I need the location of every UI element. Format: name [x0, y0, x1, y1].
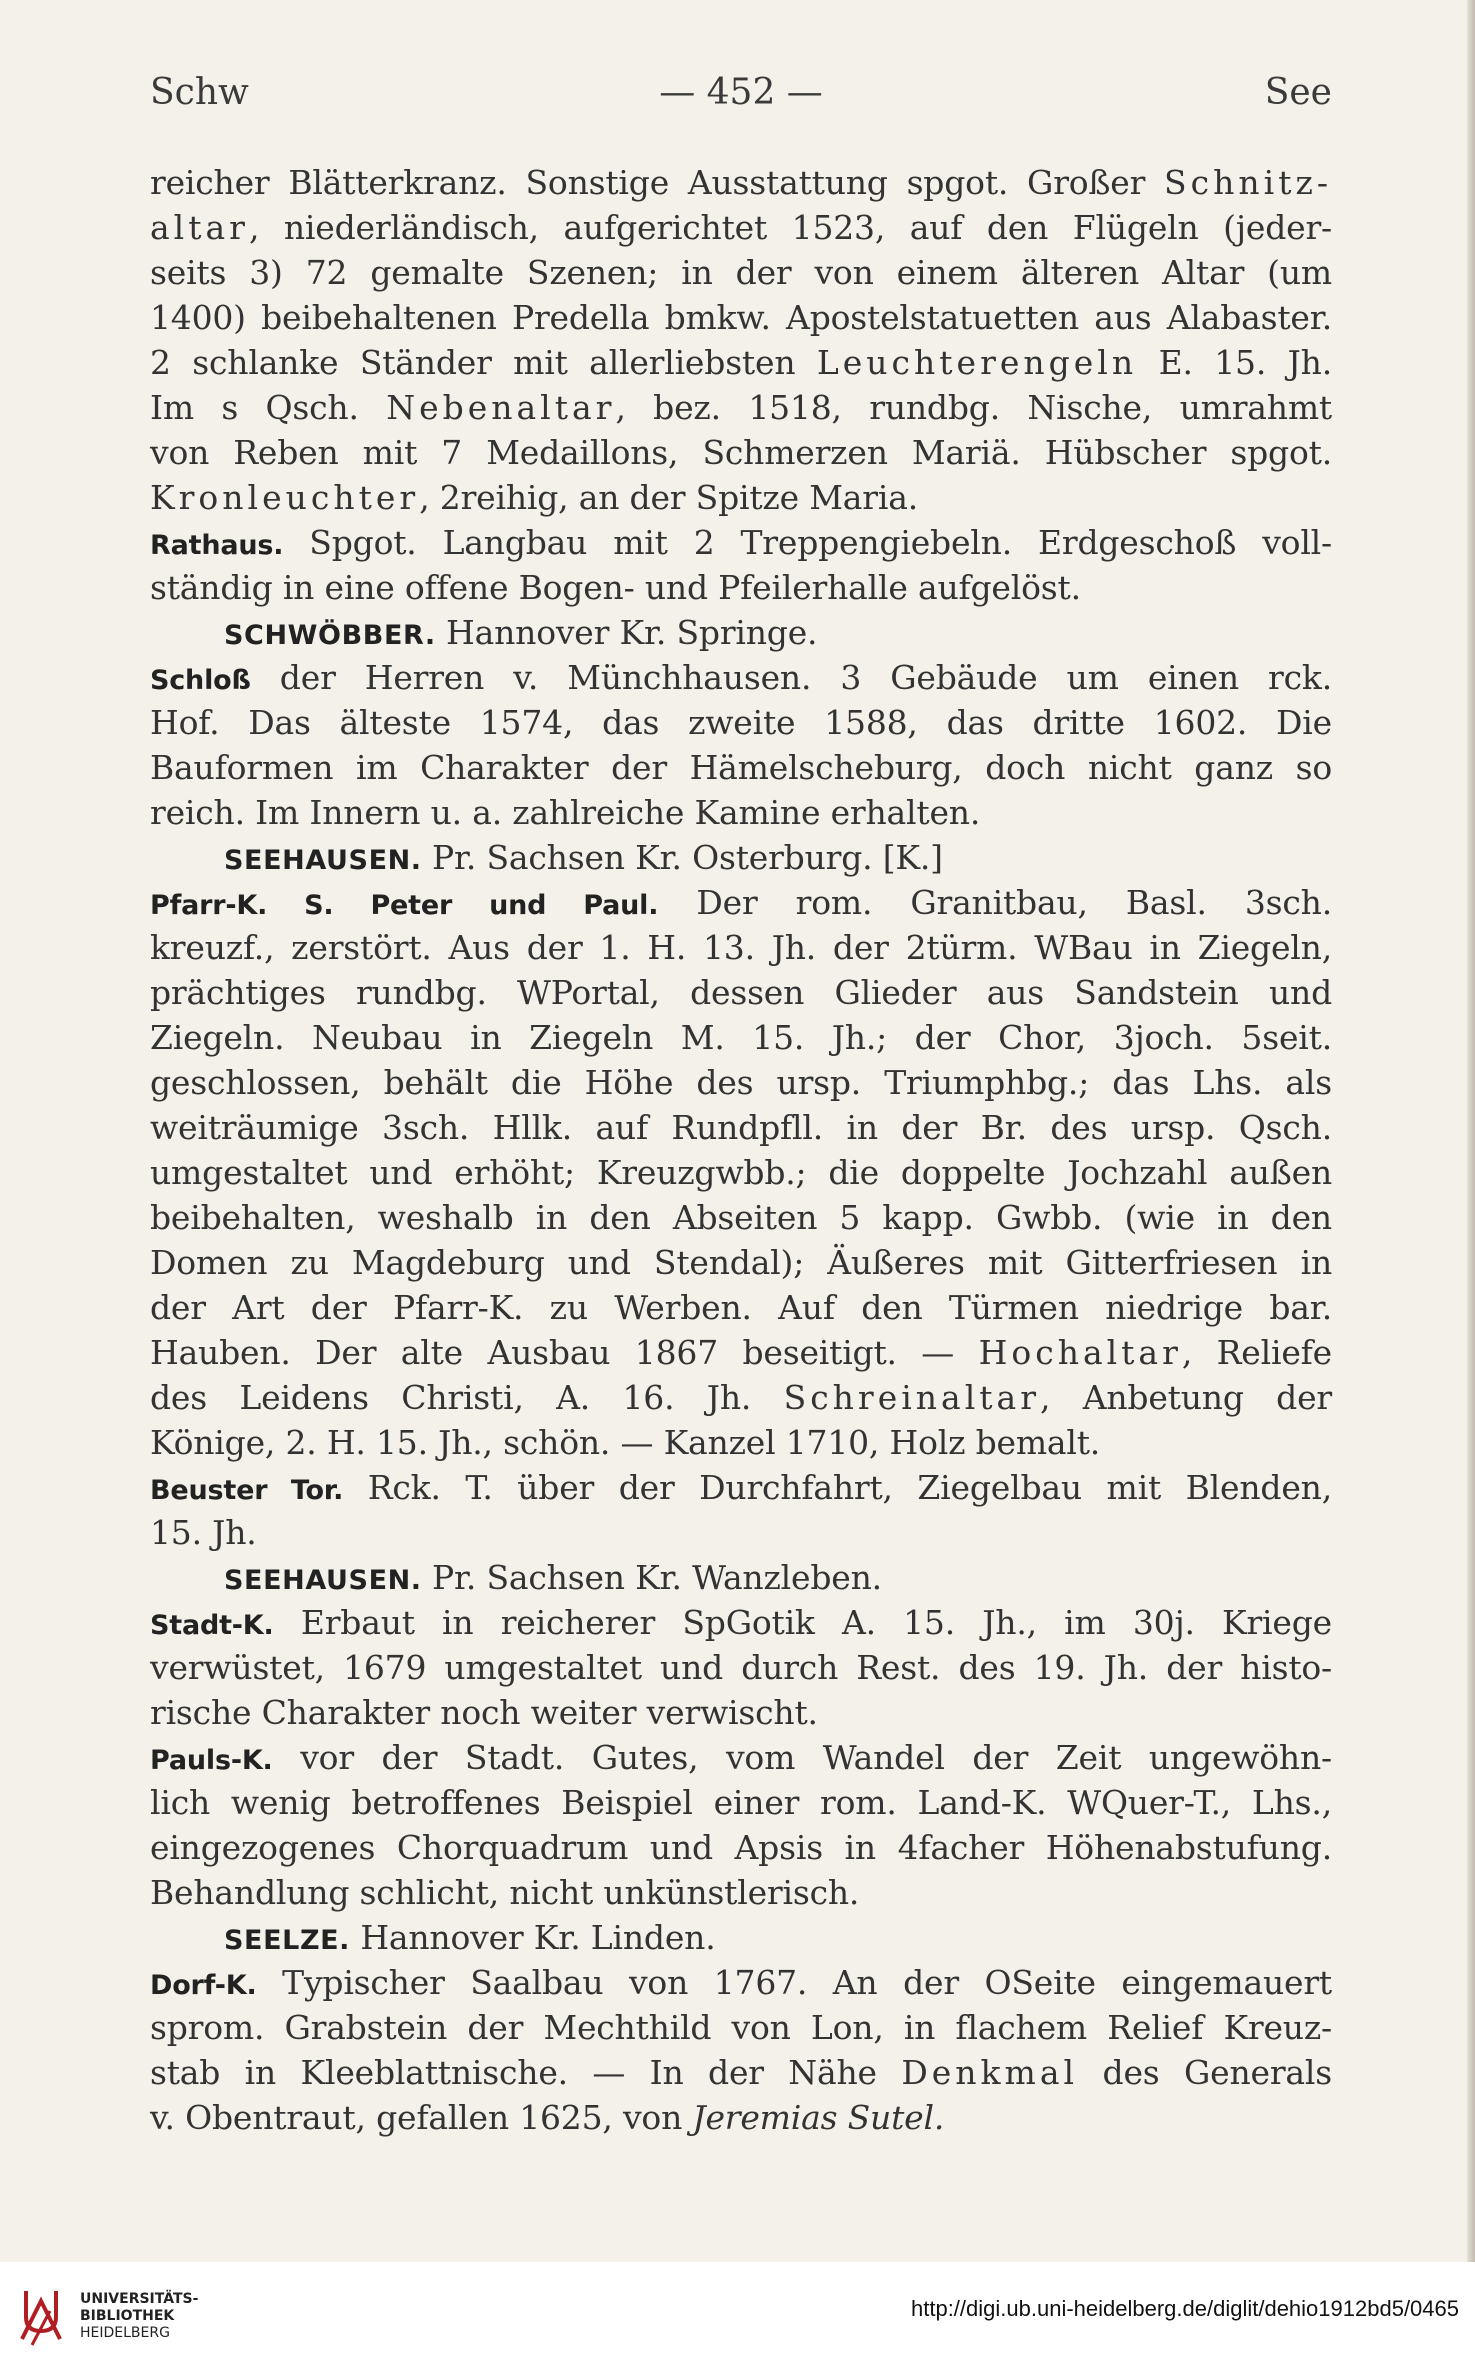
- text-segment: 15. Jh.: [150, 1513, 257, 1552]
- text-segment: altar: [150, 208, 249, 247]
- text-segment: rische Charakter noch weiter verwischt.: [150, 1693, 818, 1732]
- text-segment: , 2reihig, an der Spitze Maria.: [419, 478, 918, 517]
- text-segment: Hochaltar: [978, 1333, 1182, 1372]
- text-segment: Spgot. Langbau mit 2 Treppengiebeln. Erdgeschoß voll-: [283, 523, 1332, 562]
- text-line: [150, 1915, 1332, 1960]
- text-segment: Bauformen im Charakter der Hämelscheburg, doch nicht ganz so: [150, 748, 1332, 787]
- building-heading: Schloß: [150, 665, 251, 696]
- institution-name: [80, 2291, 198, 2342]
- text-segment: prächtiges rundbg. WPortal, dessen Glieder aus Sandstein und: [150, 973, 1332, 1012]
- text-segment: stab in Kleeblattnische. — In der Nähe: [150, 2053, 902, 2092]
- building-heading: Stadt-K.: [150, 1610, 274, 1641]
- text-segment: Kronleuchter: [150, 478, 420, 517]
- text-line: [150, 340, 1332, 385]
- body-text: [150, 160, 1332, 2140]
- text-segment: v. Obentraut, gefallen 1625, von: [150, 2098, 693, 2137]
- building-heading: Pauls-K.: [150, 1745, 273, 1776]
- text-segment: lich wenig betroffenes Beispiel einer rom. Land-K. WQuer-T., Lhs.,: [150, 1783, 1332, 1822]
- text-line: [150, 250, 1332, 295]
- place-heading: SEEHAUSEN.: [224, 1565, 422, 1596]
- text-segment: der Art der Pfarr-K. zu Werben. Auf den Türmen niedrige bar.: [150, 1288, 1332, 1327]
- text-line: [150, 1870, 1332, 1915]
- text-segment: Typischer Saalbau von 1767. An der OSeite eingemauert: [256, 1963, 1332, 2002]
- text-line: [150, 520, 1332, 565]
- text-line: [150, 970, 1332, 1015]
- text-line: [150, 1330, 1332, 1375]
- text-segment: seits 3) 72 gemalte Szenen; in der von einem älteren Altar (um: [150, 253, 1332, 292]
- text-segment: Pr. Sachsen Kr. Wanzleben.: [421, 1558, 882, 1597]
- text-segment: des Generals: [1078, 2053, 1332, 2092]
- text-segment: 2 schlanke Ständer mit allerliebsten: [150, 343, 817, 382]
- page-edge-shadow: [1467, 0, 1475, 2262]
- text-segment: , Anbetung der: [1040, 1378, 1332, 1417]
- text-segment: Der rom. Granitbau, Basl. 3sch.: [658, 883, 1332, 922]
- text-line: [150, 2005, 1332, 2050]
- text-segment: Denkmal: [901, 2053, 1079, 2092]
- text-segment: verwüstet, 1679 umgestaltet und durch Rest. des 19. Jh. der histo-: [150, 1648, 1332, 1687]
- text-line: [150, 1735, 1332, 1780]
- place-heading: SEELZE.: [224, 1925, 351, 1956]
- text-segment: Hannover Kr. Linden.: [350, 1918, 716, 1957]
- text-line: [150, 1420, 1332, 1465]
- text-line: [150, 1060, 1332, 1105]
- page-number: — 452 —: [659, 72, 823, 113]
- header-right: See: [1264, 72, 1332, 113]
- text-line: [150, 835, 1332, 880]
- text-line: [150, 565, 1332, 610]
- permalink-url[interactable]: http://digi.ub.uni-heidelberg.de/diglit/dehio1912bd5/0465: [911, 2296, 1459, 2321]
- text-segment: Könige, 2. H. 15. Jh., schön. — Kanzel 1710, Holz bemalt.: [150, 1423, 1101, 1462]
- place-heading: SCHWÖBBER.: [224, 620, 436, 651]
- text-segment: , niederländisch, aufgerichtet 1523, auf den Flügeln (jeder-: [248, 208, 1332, 247]
- text-line: [150, 1195, 1332, 1240]
- text-segment: kreuzf., zerstört. Aus der 1. H. 13. Jh. der 2türm. WBau in Ziegeln,: [150, 928, 1332, 967]
- text-segment: Behandlung schlicht, nicht unkünstlerisch.: [150, 1873, 860, 1912]
- text-line: [150, 205, 1332, 250]
- text-segment: , Reliefe: [1181, 1333, 1333, 1372]
- institution-line: BIBLIOTHEK: [80, 2308, 175, 2324]
- text-segment: ständig in eine offene Bogen- und Pfeilerhalle aufgelöst.: [150, 568, 1081, 607]
- viewer-footer: [0, 2262, 1475, 2375]
- text-segment: des Leidens Christi, A. 16. Jh.: [150, 1378, 784, 1417]
- text-line: [150, 1780, 1332, 1825]
- text-line: [150, 790, 1332, 835]
- running-header: [150, 72, 1332, 122]
- text-line: [150, 1240, 1332, 1285]
- text-line: [150, 1150, 1332, 1195]
- text-segment: Rck. T. über der Durchfahrt, Ziegelbau mit Blenden,: [343, 1468, 1332, 1507]
- text-line: [150, 295, 1332, 340]
- text-segment: Leuchterengeln: [816, 343, 1138, 382]
- text-segment: Erbaut in reicherer SpGotik A. 15. Jh., im 30j. Kriege: [273, 1603, 1332, 1642]
- building-heading: Beuster Tor.: [150, 1475, 344, 1506]
- text-segment: Hof. Das älteste 1574, das zweite 1588, das dritte 1602. Die: [150, 703, 1332, 742]
- text-line: [150, 1510, 1332, 1555]
- text-segment: beibehalten, weshalb in den Abseiten 5 kapp. Gwbb. (wie in den: [150, 1198, 1332, 1237]
- text-line: [150, 745, 1332, 790]
- text-line: [150, 1690, 1332, 1735]
- text-segment: Pr. Sachsen Kr. Osterburg. [K.]: [421, 838, 943, 877]
- text-segment: Ziegeln. Neubau in Ziegeln M. 15. Jh.; der Chor, 3joch. 5seit.: [150, 1018, 1332, 1057]
- text-line: [150, 385, 1332, 430]
- text-segment: Nebenaltar: [386, 388, 616, 427]
- text-segment: von Reben mit 7 Medaillons, Schmerzen Mariä. Hübscher spgot.: [150, 433, 1332, 472]
- text-segment: Hannover Kr. Springe.: [435, 613, 818, 652]
- text-segment: weiträumige 3sch. Hllk. auf Rundpfll. in der Br. des ursp. Qsch.: [150, 1108, 1332, 1147]
- text-line: [150, 1555, 1332, 1600]
- institution-line: HEIDELBERG: [80, 2325, 170, 2341]
- text-segment: eingezogenes Chorquadrum und Apsis in 4facher Höhenabstufung.: [150, 1828, 1332, 1867]
- ub-heidelberg-logo-icon: [18, 2287, 64, 2349]
- text-segment: E. 15. Jh.: [1137, 343, 1332, 382]
- text-segment: Schnitz-: [1164, 163, 1332, 202]
- text-line: [150, 1285, 1332, 1330]
- text-segment: 1400) beibehaltenen Predella bmkw. Apostelstatuetten aus Alabaster.: [150, 298, 1332, 337]
- text-line: [150, 880, 1332, 925]
- text-line: [150, 700, 1332, 745]
- text-line: [150, 1825, 1332, 1870]
- text-line: [150, 160, 1332, 205]
- text-line: [150, 1645, 1332, 1690]
- text-line: [150, 925, 1332, 970]
- building-heading: Dorf-K.: [150, 1970, 257, 2001]
- building-heading: Pfarr-K. S. Peter und Paul.: [150, 890, 659, 921]
- text-line: [150, 1465, 1332, 1510]
- text-line: [150, 2050, 1332, 2095]
- text-line: [150, 475, 1332, 520]
- text-line: [150, 1960, 1332, 2005]
- text-segment: Hauben. Der alte Ausbau 1867 beseitigt. —: [150, 1333, 979, 1372]
- text-segment: der Herren v. Münchhausen. 3 Gebäude um einen rck.: [250, 658, 1332, 697]
- text-segment: reich. Im Innern u. a. zahlreiche Kamine erhalten.: [150, 793, 981, 832]
- text-segment: , bez. 1518, rundbg. Nische, umrahmt: [615, 388, 1332, 427]
- text-segment: Jeremias Sutel.: [692, 2098, 945, 2137]
- building-heading: Rathaus.: [150, 530, 284, 561]
- text-segment: reicher Blätterkranz. Sonstige Ausstattung spgot. Großer: [150, 163, 1165, 202]
- header-left: Schw: [150, 72, 249, 113]
- text-segment: geschlossen, behält die Höhe des ursp. Triumphbg.; das Lhs. als: [150, 1063, 1332, 1102]
- text-line: [150, 1015, 1332, 1060]
- institution-line: UNIVERSITÄTS-: [80, 2291, 199, 2307]
- text-line: [150, 655, 1332, 700]
- text-line: [150, 1105, 1332, 1150]
- text-segment: sprom. Grabstein der Mechthild von Lon, in flachem Relief Kreuz-: [150, 2008, 1332, 2047]
- text-segment: Im s Qsch.: [150, 388, 387, 427]
- text-line: [150, 1375, 1332, 1420]
- text-line: [150, 1600, 1332, 1645]
- text-segment: Schreinaltar: [783, 1378, 1040, 1417]
- text-segment: Domen zu Magdeburg und Stendal); Äußeres mit Gitterfriesen in: [150, 1243, 1332, 1282]
- text-line: [150, 430, 1332, 475]
- place-heading: SEEHAUSEN.: [224, 845, 422, 876]
- text-line: [150, 610, 1332, 655]
- text-segment: umgestaltet und erhöht; Kreuzgwbb.; die doppelte Jochzahl außen: [150, 1153, 1332, 1192]
- text-segment: vor der Stadt. Gutes, vom Wandel der Zeit ungewöhn-: [272, 1738, 1332, 1777]
- text-line: [150, 2095, 1332, 2140]
